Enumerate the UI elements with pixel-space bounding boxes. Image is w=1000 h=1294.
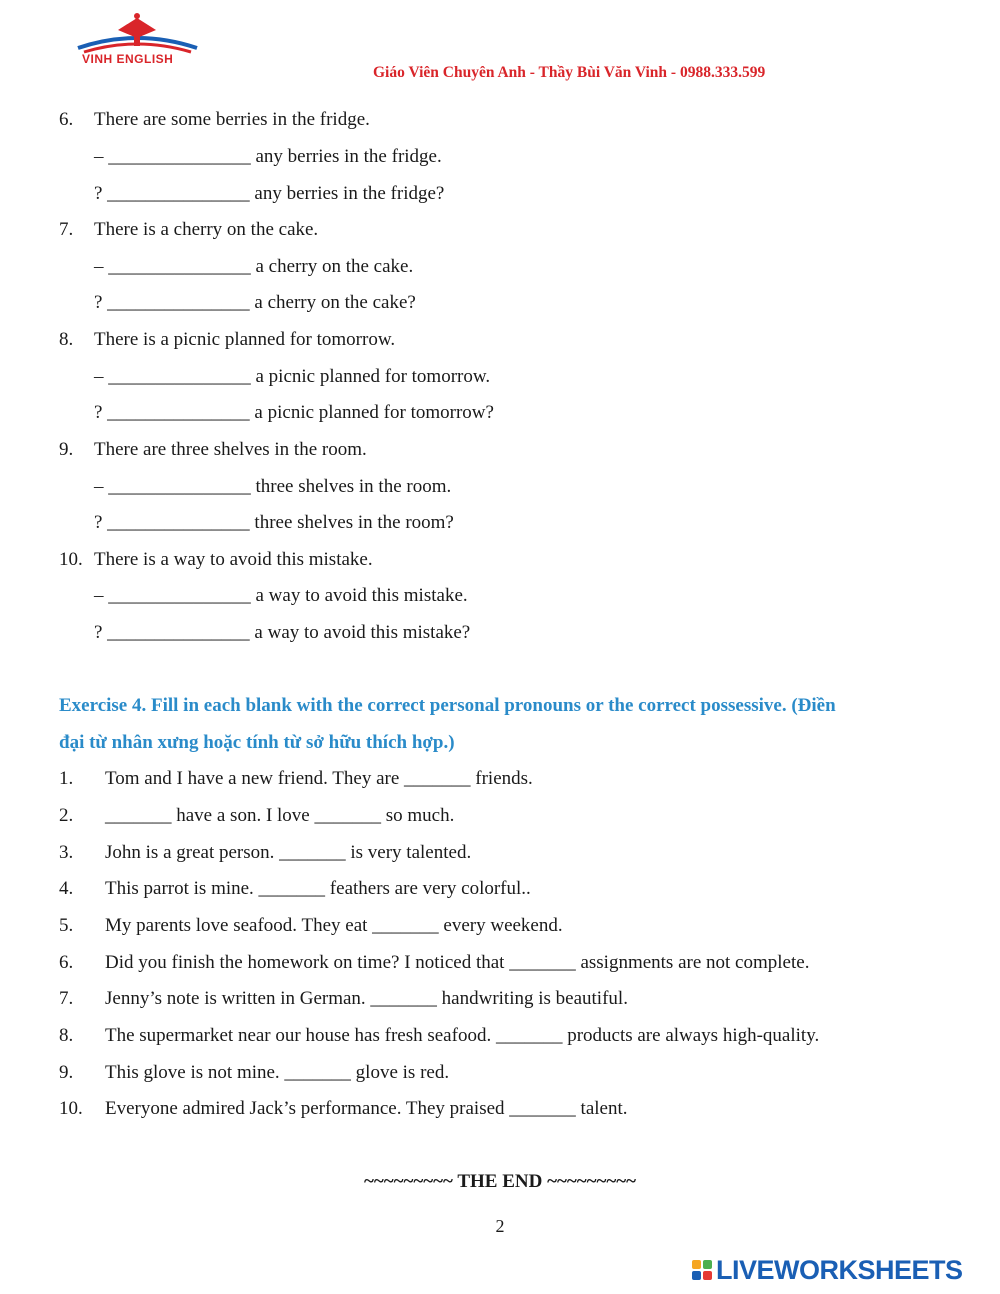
- question-line: ? _______________ three shelves in the room?: [94, 512, 454, 533]
- the-end: ~~~~~~~~~ THE END ~~~~~~~~~: [364, 1171, 636, 1192]
- sentence: There is a cherry on the cake.: [94, 219, 319, 240]
- item-number: 4.: [59, 878, 74, 899]
- liveworksheets-text: LIVEWORKSHEETS: [716, 1254, 963, 1285]
- exercise-title: Exercise 4. Fill in each blank with the correct personal pronouns or the correct possessive. (Điền: [59, 695, 836, 716]
- exercise-item: Everyone admired Jack’s performance. They praised _______ talent.: [105, 1098, 628, 1119]
- exercise-item: My parents love seafood. They eat _______ every weekend.: [105, 915, 563, 936]
- question-line: ? _______________ a cherry on the cake?: [94, 292, 416, 313]
- negative-line: – _______________ a picnic planned for tomorrow.: [94, 366, 491, 387]
- item-number: 3.: [59, 842, 74, 863]
- sentence: There are some berries in the fridge.: [94, 109, 370, 130]
- item-number: 9.: [59, 1062, 74, 1083]
- sentence: There is a picnic planned for tomorrow.: [94, 329, 396, 350]
- question-line: ? _______________ a way to avoid this mistake?: [94, 622, 471, 643]
- exercise-item: Tom and I have a new friend. They are _______ friends.: [105, 768, 533, 789]
- negative-line: – _______________ a way to avoid this mistake.: [94, 585, 468, 606]
- exercise-item: This glove is not mine. _______ glove is red.: [105, 1062, 450, 1083]
- teacher-info: Giáo Viên Chuyên Anh - Thầy Bùi Văn Vinh - 0988.333.599: [373, 64, 766, 81]
- question-line: ? _______________ a picnic planned for tomorrow?: [94, 402, 494, 423]
- liveworksheets-brand[interactable]: [692, 1256, 963, 1284]
- negative-line: – _______________ three shelves in the room.: [94, 476, 452, 497]
- exercise-item: This parrot is mine. _______ feathers are very colorful..: [105, 878, 531, 899]
- item-number: 10.: [59, 549, 83, 570]
- item-number: 8.: [59, 1025, 74, 1046]
- item-number: 7.: [59, 988, 74, 1009]
- item-number: 6.: [59, 109, 74, 130]
- negative-line: – _______________ a cherry on the cake.: [94, 256, 414, 277]
- item-number: 7.: [59, 219, 74, 240]
- item-number: 10.: [59, 1098, 83, 1119]
- liveworksheets-logo-icon: [692, 1260, 712, 1280]
- page-number: 2: [495, 1216, 505, 1236]
- negative-line: – _______________ any berries in the fridge.: [94, 146, 442, 167]
- item-number: 5.: [59, 915, 74, 936]
- item-number: 1.: [59, 768, 74, 789]
- exercise-item: The supermarket near our house has fresh seafood. _______ products are always high-quality.: [105, 1025, 820, 1046]
- item-number: 9.: [59, 439, 74, 460]
- exercise-item: John is a great person. _______ is very talented.: [105, 842, 472, 863]
- item-number: 6.: [59, 952, 74, 973]
- sentence: There are three shelves in the room.: [94, 439, 367, 460]
- exercise-item: Jenny’s note is written in German. _______ handwriting is beautiful.: [105, 988, 628, 1009]
- item-number: 8.: [59, 329, 74, 350]
- question-line: ? _______________ any berries in the fridge?: [94, 183, 445, 204]
- sentence: There is a way to avoid this mistake.: [94, 549, 373, 570]
- logo-text: VINH ENGLISH: [82, 52, 174, 66]
- exercise-item: Did you finish the homework on time? I noticed that _______ assignments are not complete.: [105, 952, 810, 973]
- exercise-title-line2: đại từ nhân xưng hoặc tính từ sở hữu thích hợp.): [59, 732, 455, 753]
- item-number: 2.: [59, 805, 74, 826]
- exercise-item: _______ have a son. I love _______ so much.: [105, 805, 455, 826]
